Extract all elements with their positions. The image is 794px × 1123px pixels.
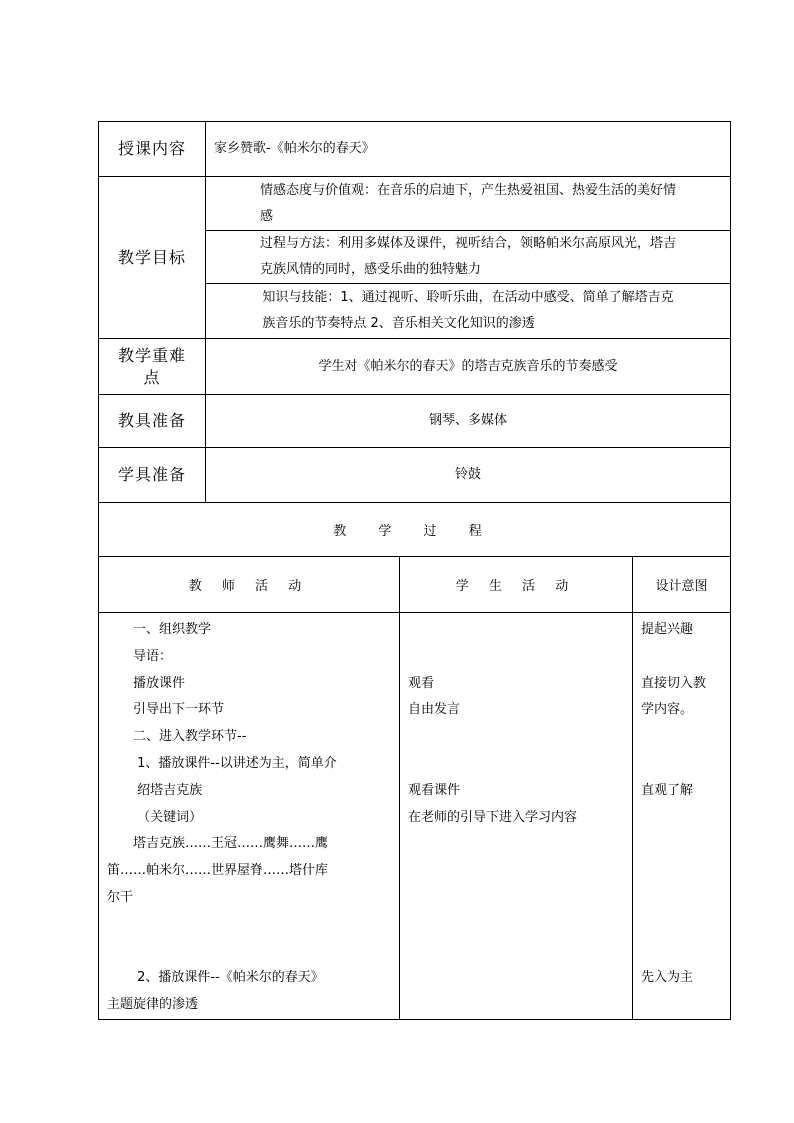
goal-1-line-2: 感 [260,208,274,224]
teacher-activity-lines [99,613,399,1019]
key-points-label [99,339,206,395]
design-intent-line [633,831,730,858]
student-activity-header: 学 生 活 动 [400,557,633,613]
student-tools-row [99,448,731,503]
content-value: 家乡赞歌-《帕米尔的春天》 [206,122,731,177]
goal-2-line-2: 克族风情的同时，感受乐曲的独特魅力 [260,262,482,277]
goal-3-text [262,285,673,337]
design-intent-line: 直接切入教 [641,675,707,691]
student-activity-line: 在老师的引导下进入学习内容 [408,809,578,825]
student-activity-line [400,858,632,885]
student-activity-line [400,644,632,671]
content-label: 授课内容 [99,122,206,177]
teacher-activity-line: 绍塔吉克族 [107,782,203,798]
design-intent-line [633,912,730,939]
goal-3 [206,284,731,339]
process-title: 教 学 过 程 [99,503,731,557]
goal-1 [206,177,731,231]
student-tools-value: 铃鼓 [206,448,731,503]
design-intent-line [633,885,730,912]
teacher-tools-row [99,395,731,448]
student-activity-line [400,724,632,751]
design-intent-line [633,644,730,671]
student-activity-lines [400,613,632,1019]
teacher-activity-line: （关键词） [107,809,203,825]
key-points-label-line-2: 点 [143,367,161,387]
lesson-plan-table [98,121,731,1020]
goal-2-line-1: 过程与方法：利用多媒体及课件，视听结合，领略帕米尔高原风光，塔吉 [260,236,677,251]
student-activity-line [400,751,632,778]
teacher-activity-line [99,912,399,939]
goal-3-line-2: 族音乐的节奏特点 2、音乐相关文化知识的渗透 [262,316,535,331]
design-intent-line [633,939,730,966]
teacher-activity-cell [99,613,400,1020]
student-activity-line: 自由发言 [408,702,461,718]
teacher-activity-line: 一、组织教学 [107,622,212,637]
goal-row-1 [99,177,731,231]
student-activity-line [400,617,632,644]
teacher-activity-line [99,939,399,966]
design-intent-line [633,751,730,778]
teacher-activity-line: 1、播放课件--以讲述为主，简单介 [107,755,337,771]
teacher-activity-line: 播放课件 [107,675,186,691]
teacher-activity-line: 主题旋律的渗透 [107,997,199,1013]
student-activity-line [400,885,632,912]
design-intent-lines [633,613,730,1019]
student-activity-line: 观看课件 [408,782,461,798]
student-activity-cell [400,613,633,1020]
process-title-row [99,503,731,557]
process-body-row [99,613,731,1020]
student-activity-line [400,939,632,966]
teacher-activity-line: 导语： [107,648,173,664]
goal-1-line-1: 情感态度与价值观：在音乐的启迪下，产生热爱祖国、热爱生活的美好情 [260,182,677,198]
process-header-row [99,557,731,613]
teacher-activity-line: 塔吉克族……王冠……鹰舞……鹰 [107,836,329,852]
key-points-value: 学生对《帕米尔的春天》的塔吉克族音乐的节奏感受 [206,339,731,395]
teacher-activity-line: 二、进入教学环节-- [107,729,247,745]
design-intent-line: 学内容。 [641,702,694,718]
design-intent-line [633,858,730,885]
teacher-activity-header: 教 师 活 动 [99,557,400,613]
goal-2-text [260,231,676,283]
design-intent-header: 设计意图 [633,557,731,613]
design-intent-line [633,805,730,832]
student-activity-line: 观看 [408,675,435,691]
teacher-activity-line: 2、播放课件--《帕米尔的春天》 [107,970,324,986]
teacher-activity-line: 笛……帕米尔……世界屋脊……塔什库 [107,863,329,879]
teacher-activity-line: 引导出下一环节 [107,702,225,718]
teacher-tools-value: 钢琴、多媒体 [206,395,731,448]
design-intent-line: 先入为主 [641,970,694,986]
key-points-row [99,339,731,395]
student-activity-line [400,992,632,1019]
design-intent-line: 直观了解 [641,782,694,798]
student-tools-label: 学具准备 [99,448,206,503]
student-activity-line [400,831,632,858]
design-intent-line [633,992,730,1019]
teacher-tools-label: 教具准备 [99,395,206,448]
goal-1-text [260,178,676,230]
goals-label: 教学目标 [99,177,206,339]
teacher-activity-line: 尔干 [107,889,134,905]
design-intent-line [633,724,730,751]
key-points-label-line-1: 教学重难 [117,345,186,365]
student-activity-line [400,965,632,992]
student-activity-line [400,912,632,939]
goal-3-line-1: 知识与技能：1、通过视听、聆听乐曲，在活动中感受、简单了解塔吉克 [262,290,674,305]
design-intent-line: 提起兴趣 [641,622,694,637]
design-intent-cell [633,613,731,1020]
goal-2 [206,231,731,284]
content-row [99,122,731,177]
